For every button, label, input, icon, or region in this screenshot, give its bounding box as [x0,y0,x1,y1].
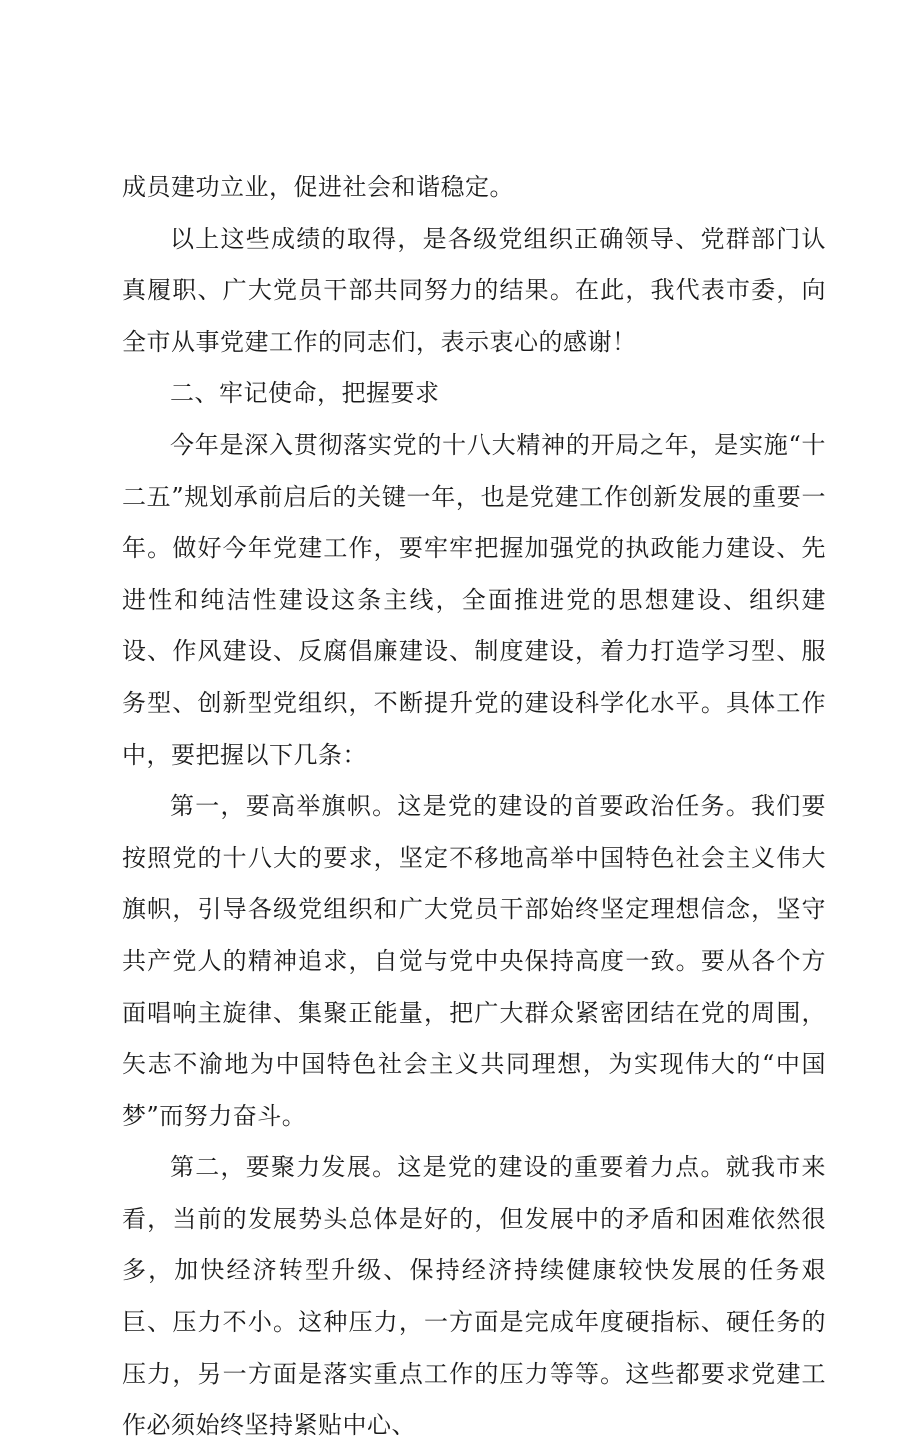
paragraph-continuation: 成员建功立业，促进社会和谐稳定。 [122,173,514,201]
document-body [122,162,826,1452]
paragraph-first-point: 第一，要高举旗帜。这是党的建设的首要政治任务。我们要按照党的十八大的要求，坚定不移地高举中国特色社会主义伟大旗帜，引导各级党组织和广大党员干部始终坚定理想信念，坚守共产党人的精神追求，自觉与党中央保持高度一致。要从各个方面唱响主旋律、集聚正能量，把广大群众紧密团结在党的周围，矢志不渝地为中国特色社会主义共同理想，为实现伟大的“中国梦”而努力奋斗。 [122,792,826,1130]
section-heading: 二、牢记使命，把握要求 [170,379,440,408]
paragraph-second-point: 第二，要聚力发展。这是党的建设的重要着力点。就我市来看，当前的发展势头总体是好的，但发展中的矛盾和困难依然很多，加快经济转型升级、保持经济持续健康较快发展的任务艰巨、压力不小。这种压力，一方面是完成年度硬指标、硬任务的压力，另一方面是落实重点工作的压力等等。这些都要求党建工作必须始终坚持紧贴中心、 [122,1153,826,1440]
paragraph-achievements-thanks: 以上这些成绩的取得，是各级党组织正确领导、党群部门认真履职、广大党员干部共同努力的结果。在此，我代表市委，向全市从事党建工作的同志们，表示衷心的感谢！ [122,224,826,356]
paragraph-this-year: 今年是深入贯彻落实党的十八大精神的开局之年，是实施“十二五”规划承前启后的关键一年，也是党建工作创新发展的重要一年。做好今年党建工作，要牢牢把握加强党的执政能力建设、先进性和纯洁性建设这条主线，全面推进党的思想建设、组织建设、作风建设、反腐倡廉建设、制度建设，着力打造学习型、服务型、创新型党组织，不断提升党的建设科学化水平。具体工作中，要把握以下几条： [122,430,826,769]
